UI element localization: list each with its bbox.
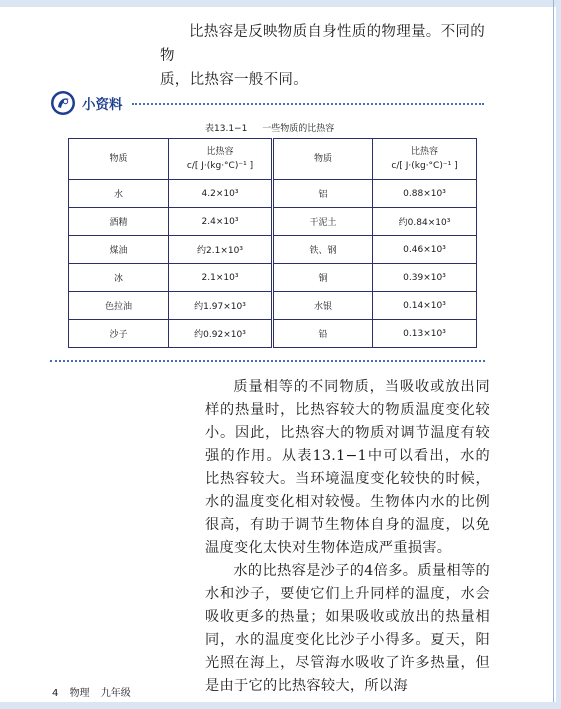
cell-substance: 铝	[273, 180, 373, 208]
header-heat-right-line2: c/[ J·(kg·°C)⁻¹ ]	[391, 161, 458, 171]
header-heat-right-line1: 比热容	[410, 147, 438, 157]
body-paragraph-1: 质量相等的不同物质，当吸收或放出同样的热量时，比热容较大的物质温度变化较小。因此，比热容大的物质对调节温度有较强的作用。从表13.1−1中可以看出，水的比热容较大。当环境温度变化较快的时候，水的温度变化相对较慢。生物体内水的比例很高，有助于调节生物体自身的温度，以免温度变化太快对生物体造成严重损害。	[205, 379, 490, 556]
header-substance-left: 物质	[69, 139, 169, 180]
cell-value: 0.46×10³	[373, 236, 477, 264]
cell-value: 约2.1×10³	[169, 236, 273, 264]
header-substance-right: 物质	[273, 139, 373, 180]
cell-substance: 沙子	[69, 320, 169, 348]
cell-substance: 酒精	[69, 208, 169, 236]
header-heat-left	[169, 139, 273, 180]
table-row	[69, 264, 477, 292]
cell-substance: 冰	[69, 264, 169, 292]
sidebar-title: 小资料	[82, 97, 123, 113]
cell-value: 约0.92×10³	[169, 320, 273, 348]
intro-paragraph	[160, 20, 495, 92]
header-heat-right	[373, 139, 477, 180]
cell-value: 0.13×10³	[373, 320, 477, 348]
cell-value: 0.39×10³	[373, 264, 477, 292]
cell-substance: 铜	[273, 264, 373, 292]
sidebar-header	[50, 88, 490, 118]
intro-line-1: 比热容是反映物质自身性质的物理量。不同的物	[160, 24, 485, 64]
table-caption-number: 表13.1−1	[205, 124, 248, 134]
intro-line-2: 质，比热容一般不同。	[160, 72, 308, 88]
table-row	[69, 180, 477, 208]
page-frame-bottom	[0, 702, 561, 709]
cell-substance: 色拉油	[69, 292, 169, 320]
page-frame-right	[556, 0, 561, 709]
cell-value: 约1.97×10³	[169, 292, 273, 320]
table-header-row	[69, 139, 477, 180]
table-caption-title: 一些物质的比热容	[262, 124, 335, 134]
cell-substance: 铅	[273, 320, 373, 348]
footer-grade: 九年级	[100, 688, 131, 699]
cell-substance: 铁、钢	[273, 236, 373, 264]
page-frame-right-line	[553, 0, 554, 709]
cell-value: 约0.84×10³	[373, 208, 477, 236]
page-footer	[52, 684, 139, 699]
cell-substance: 煤油	[69, 236, 169, 264]
table-caption	[205, 121, 334, 134]
table-row	[69, 292, 477, 320]
sidebar-end-divider	[50, 360, 485, 362]
table-row	[69, 208, 477, 236]
cell-value: 4.2×10³	[169, 180, 273, 208]
header-heat-left-line1: 比热容	[206, 147, 234, 157]
footer-subject: 物理	[69, 688, 90, 699]
cell-substance: 水银	[273, 292, 373, 320]
sidebar-divider	[132, 103, 484, 105]
page-number: 4	[52, 688, 59, 699]
cell-substance: 干泥土	[273, 208, 373, 236]
cell-value: 2.4×10³	[169, 208, 273, 236]
cell-value: 0.88×10³	[373, 180, 477, 208]
header-heat-left-line2: c/[ J·(kg·°C)⁻¹ ]	[186, 161, 254, 171]
page-frame-top	[0, 0, 561, 7]
table-row	[69, 236, 477, 264]
cell-value: 0.14×10³	[373, 292, 477, 320]
body-paragraph-2: 水的比热容是沙子的4倍多。质量相等的水和沙子，要使它们上升同样的温度，水会吸收更多的热量；如果吸收或放出的热量相同，水的温度变化比沙子小得多。夏天，阳光照在海上，尽管海水吸收了许多热量，但是由于它的比热容较大，所以海	[205, 563, 490, 694]
cell-substance: 水	[69, 180, 169, 208]
body-text	[205, 376, 490, 698]
specific-heat-table	[68, 138, 477, 348]
cell-value: 2.1×10³	[169, 264, 273, 292]
magnifier-icon	[50, 90, 76, 116]
table-row	[69, 320, 477, 348]
